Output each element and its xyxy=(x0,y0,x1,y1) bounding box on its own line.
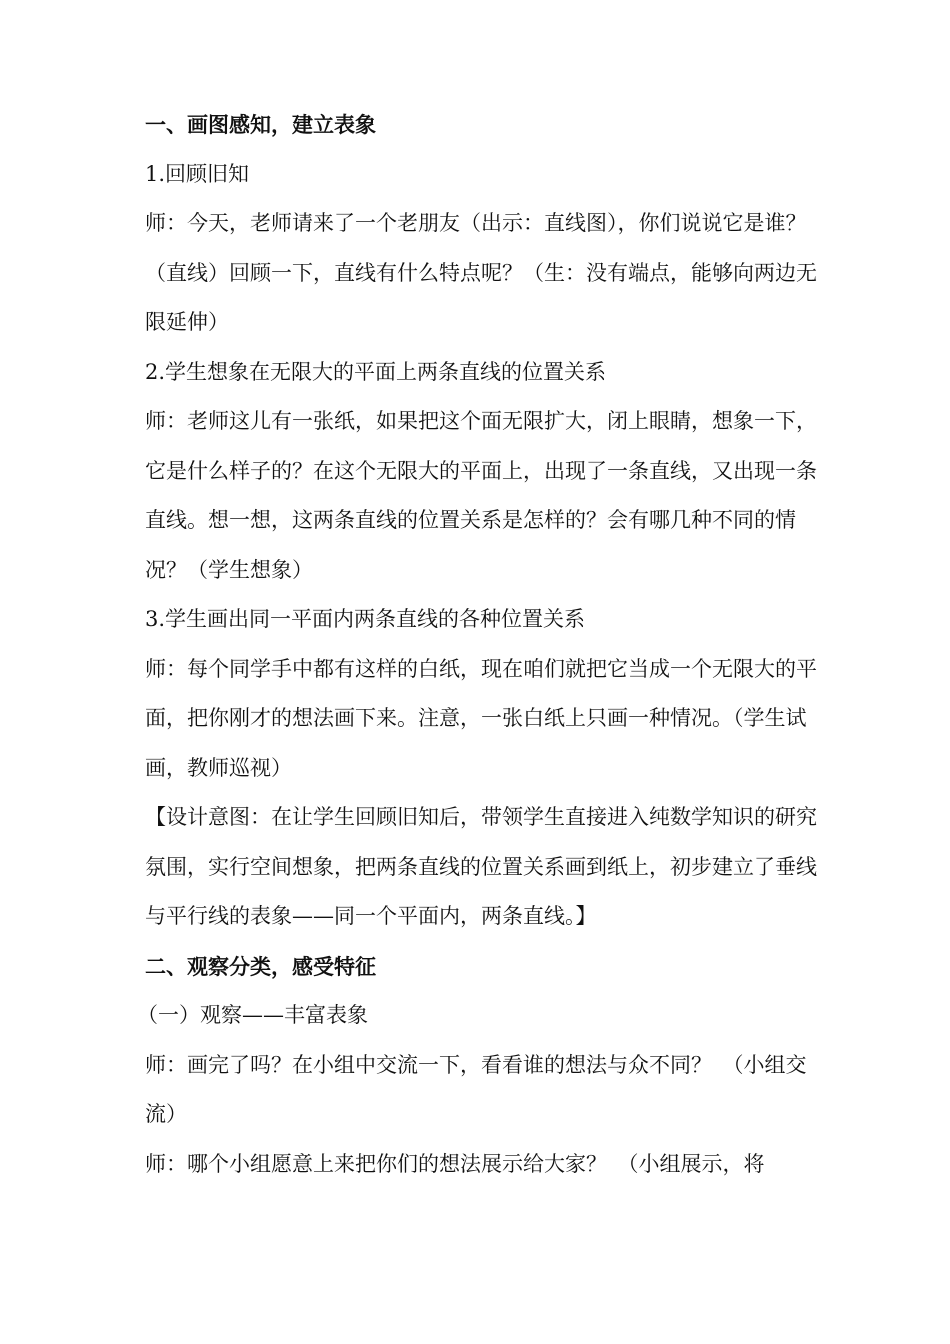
paragraph-teacher-line-2: 师：老师这儿有一张纸，如果把这个面无限扩大，闭上眼睛，想象一下，它是什么样子的？在这个无限大的平面上，出现了一条直线，又出现一条直线。想一想，这两条直线的位置关系是怎样的？会有哪几种不同的情况？（学生想象） xyxy=(145,409,817,582)
document-body xyxy=(137,100,820,1189)
paragraph-teacher-line-1: 师：今天，老师请来了一个老朋友（出示：直线图），你们说说它是谁？（直线）回顾一下，直线有什么特点呢？（生：没有端点，能够向两边无限延伸） xyxy=(145,211,817,334)
subheading-review: 1.回顾旧知 xyxy=(145,161,250,186)
section-heading-1: 一、画图感知，建立表象 xyxy=(145,112,376,137)
paragraph-teacher-line-5: 师：哪个小组愿意上来把你们的想法展示给大家？ （小组展示，将 xyxy=(145,1151,765,1176)
paragraph-design-intent: 【设计意图：在让学生回顾旧知后，带领学生直接进入纯数学知识的研究氛围，实行空间想象，把两条直线的位置关系画到纸上，初步建立了垂线与平行线的表象——同一个平面内，两条直线。】 xyxy=(145,805,817,928)
paragraph-teacher-line-3: 师：每个同学手中都有这样的白纸，现在咱们就把它当成一个无限大的平面，把你刚才的想法画下来。注意，一张白纸上只画一种情况。（学生试画，教师巡视） xyxy=(145,656,817,780)
subheading-observe: （一）观察——丰富表象 xyxy=(137,1003,368,1027)
subheading-imagine: 2.学生想象在无限大的平面上两条直线的位置关系 xyxy=(145,359,607,384)
subheading-draw: 3.学生画出同一平面内两条直线的各种位置关系 xyxy=(145,607,586,631)
section-heading-2: 二、观察分类，感受特征 xyxy=(145,953,376,979)
paragraph-teacher-line-4: 师：画完了吗？在小组中交流一下，看看谁的想法与众不同？ （小组交流） xyxy=(145,1052,807,1126)
